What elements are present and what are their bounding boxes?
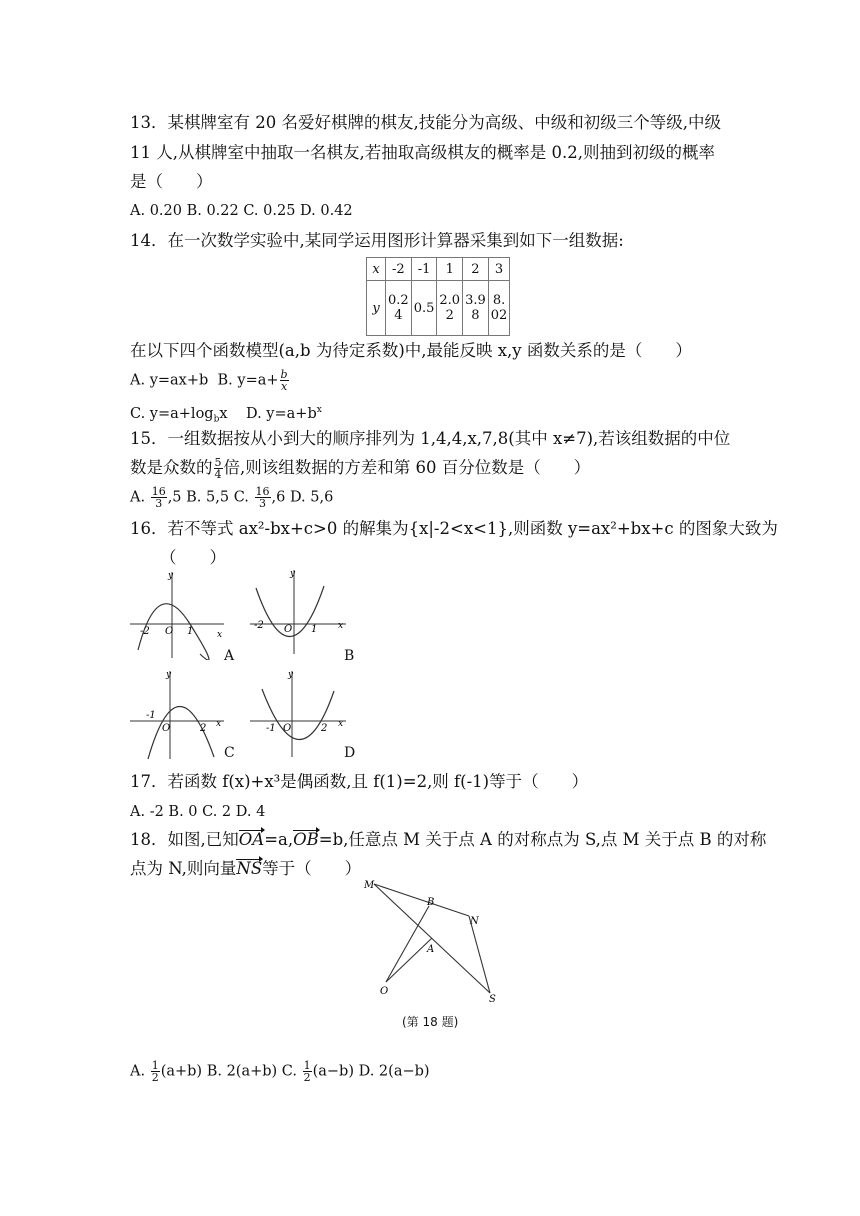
q16-graph-c [128,667,228,761]
point-label: O [380,986,389,997]
cell-text: 8. [492,293,506,308]
cell-text: 3.9 [465,293,486,308]
tick-label: 2 [321,723,328,734]
tick-label: -1 [146,710,156,721]
q17-stem: 17．若函数 f(x)+x³是偶函数,且 f(1)=2,则 f(-1)等于（ ） [130,772,589,791]
table-cell [488,281,510,336]
q13-stem-line1: 13．某棋牌室有 20 名爱好棋牌的棋友,技能分为高级、中级和初级三个等级,中级 [130,113,721,132]
cell-text: 02 [490,308,508,323]
q16-stem-line2: （ ） [160,548,226,567]
tick-label: 1 [187,626,194,637]
fraction-denominator: 2 [151,1071,159,1084]
fraction-numerator: 5 [214,456,222,469]
tick-label: -1 [266,723,276,734]
fraction-denominator: x [280,380,288,393]
q14-stem-line1: 14．在一次数学实验中,某同学运用图形计算器采集到如下一组数据: [130,231,624,250]
table-cell [411,281,437,336]
option-letter: A. [130,489,146,506]
table-cell: -2 [386,258,412,281]
fraction-five-fourths [214,457,223,480]
text-run: =b,任意点 M 关于点 A 的对称点为 S,点 M 关于点 B 的对称 [318,830,767,849]
x-axis-label: x [338,621,344,631]
text-run: 等于（ ） [262,859,362,878]
tick-label: 1 [311,624,318,635]
text-run: 点为 N,则向量 [130,859,237,878]
cell-text: 0.5 [413,300,435,316]
q14-options-cd [130,399,322,431]
tick-label: -2 [140,626,150,637]
q14-data-table [366,257,510,336]
graph-label-b: B [344,648,355,664]
tick-label: 2 [200,723,207,734]
q13-options: A. 0.20 B. 0.22 C. 0.25 D. 0.42 [130,203,353,219]
table-row [367,258,510,281]
point-label: M [364,880,375,891]
graph-label-a: A [224,648,235,664]
table-cell [386,281,412,336]
option-fraction [255,486,271,509]
vector-oa: OA [238,830,265,849]
origin-label: O [165,626,174,637]
q16-graph-a [128,568,228,660]
y-axis-label: y [168,571,174,581]
y-axis-label: y [166,670,172,680]
graph-label-c: C [224,745,235,761]
text-run: 18．如图,已知 [130,830,239,849]
option-fraction [151,1060,160,1083]
table-cell: y [367,281,386,336]
option-letter: A. [130,1063,146,1080]
q17-options: A. -2 B. 0 C. 2 D. 4 [130,804,266,820]
q14-option-b-fraction [280,369,289,392]
table-cell: 2 [463,258,489,281]
cell-text: 2 [445,308,454,323]
table-cell [463,281,489,336]
cell-text: 2.0 [439,293,461,308]
text-run: (a−b) D. 2(a−b) [312,1063,430,1080]
q16-stem-line1: 16．若不等式 ax²-bx+c>0 的解集为{x|-2<x<1},则函数 y=ax²+bx+c 的图象大致为 [130,519,778,538]
q14-option-a: A. y=ax+b [130,372,209,389]
q15-stem-line1: 15．一组数据按从小到大的顺序排列为 1,4,4,x,7,8(其中 x≠7),若该组数据的中位 [130,429,731,448]
table-cell [437,281,463,336]
origin-label: O [284,624,293,635]
fraction-numerator: 16 [255,485,270,498]
q16-graph-b [248,566,348,656]
q18-figure [360,876,510,1006]
q18-stem-line1 [130,829,766,851]
q13-stem-line3: 是（ ） [130,172,213,191]
y-axis-label: y [288,670,294,680]
q18-stem-line2 [130,858,361,880]
x-axis-label: x [216,719,222,729]
q14-stem-line2: 在以下四个函数模型(a,b 为待定系数)中,最能反映 x,y 函数关系的是（ ） [130,341,692,360]
q14-option-d: D. y=a+b [245,405,317,422]
table-cell: -1 [411,258,437,281]
option-fraction [303,1060,312,1083]
q14-option-b: B. y=a+ [217,372,279,389]
q14-option-c-tail: x [219,405,228,422]
subscript: b [213,414,220,425]
figure-caption: (第 18 题) [402,1015,459,1029]
x-axis-label: x [217,630,223,640]
cell-text: 4 [394,308,403,323]
cell-text: 0.2 [388,293,409,308]
superscript: x [316,405,322,415]
table-cell: 3 [488,258,510,281]
text-run: 数是众数的 [130,458,213,477]
point-label: S [489,994,496,1005]
origin-label: O [283,723,292,734]
table-cell: x [367,258,386,281]
fraction-denominator: 2 [303,1071,311,1084]
fraction-numerator: 1 [303,1059,311,1072]
text-run: ,6 D. 5,6 [271,489,334,506]
y-axis-label: y [290,569,296,579]
point-label: N [470,916,479,927]
text-run: =a, [264,830,294,849]
fraction-denominator: 4 [214,468,222,481]
tick-label: -2 [254,620,264,631]
x-axis-label: x [338,719,344,729]
point-label: A [427,944,435,955]
cell-text: 8 [471,308,480,323]
q16-graph-d [248,667,348,759]
fraction-denominator: 3 [259,497,266,510]
table-row [367,281,510,336]
q14-options-ab [130,369,290,392]
text-run: 倍,则该组数据的方差和第 60 百分位数是（ ） [223,458,591,477]
text-run: (a+b) B. 2(a+b) C. [160,1063,297,1080]
q14-option-c: C. y=a+log [130,405,214,422]
origin-label: O [162,723,171,734]
vector-ob: OB [293,830,319,849]
graph-label-d: D [344,745,356,761]
q18-options [130,1060,430,1083]
option-fraction [151,486,167,509]
vector-ns: NS [236,859,263,878]
fraction-numerator: b [280,368,288,381]
table-cell: 1 [437,258,463,281]
text-run: ,5 B. 5,5 C. [167,489,249,506]
q13-stem-line2: 11 人,从棋牌室中抽取一名棋友,若抽取高级棋友的概率是 0.2,则抽到初级的概率 [130,143,715,162]
fraction-numerator: 16 [151,485,166,498]
q15-options [130,486,333,509]
fraction-numerator: 1 [151,1059,159,1072]
fraction-denominator: 3 [155,497,163,510]
q15-stem-line2 [130,457,590,480]
point-label: B [427,897,435,908]
